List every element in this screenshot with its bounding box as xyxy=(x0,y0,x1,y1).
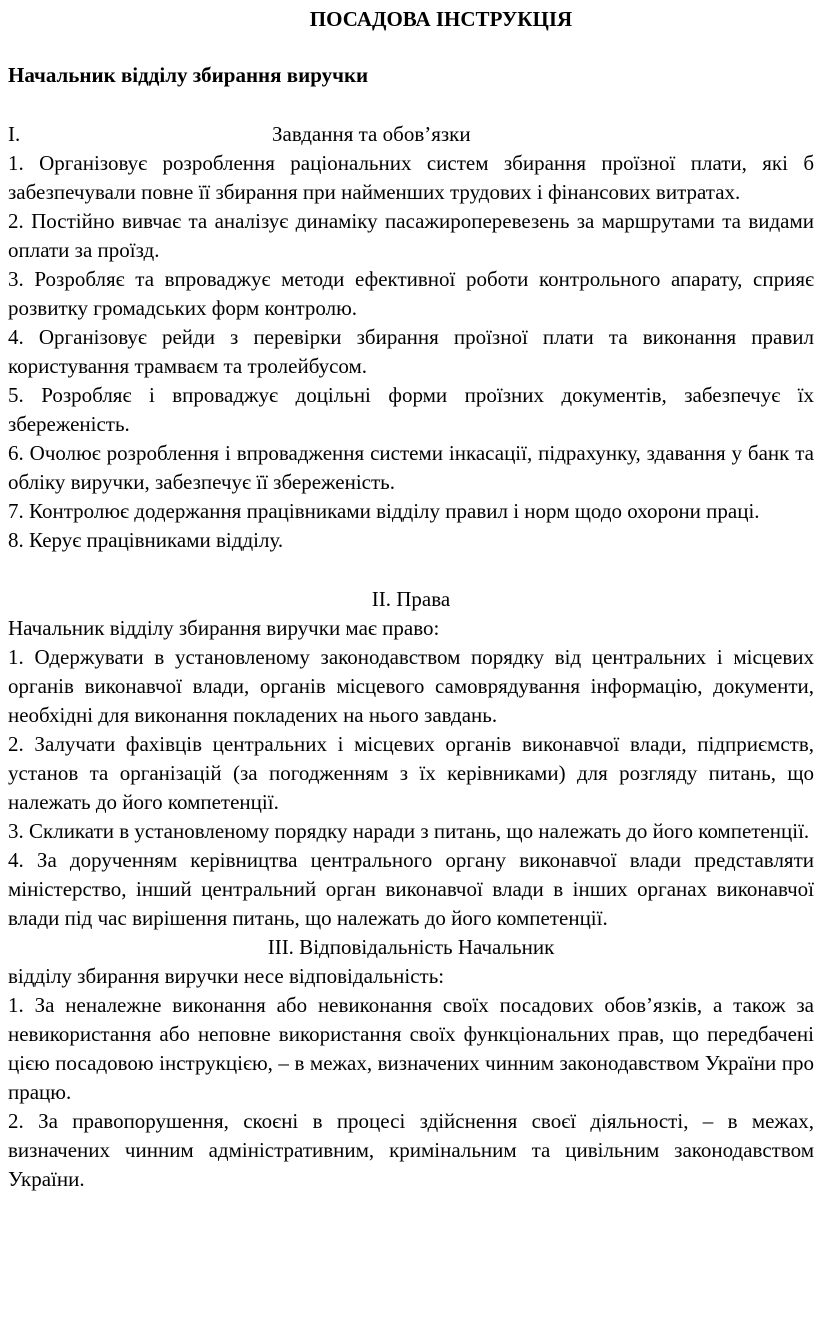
item-text: Контролює додержання працівниками відділу правил і норм щодо охорони праці. xyxy=(29,499,760,523)
item-text: Розробляє та впроваджує методи ефективної роботи контрольного апарату, сприяє розвитку громадських форм контролю. xyxy=(8,267,815,320)
list-item xyxy=(8,323,814,381)
item-number: 1. xyxy=(8,151,24,175)
item-text: Залучати фахівців центральних і місцевих органів виконавчої влади, підприємств, установ та організацій (за погодженням з їх керівниками) для розгляду питань, що належать до його компетенції. xyxy=(8,732,814,814)
list-item xyxy=(8,991,814,1107)
section-1-list xyxy=(8,149,814,555)
item-number: 3. xyxy=(8,267,24,291)
section-3-title: III. Відповідальність Начальник xyxy=(267,935,555,959)
section-3-intro: відділу збирання виручки несе відповідальність: xyxy=(8,964,445,988)
item-text: За неналежне виконання або невиконання своїх посадових обов’язків, а також за невикористання або неповне використання своїх функціональних прав, що передбачені цією посадовою інструкцією, – в межах, визначених чинним законодавством України про працю. xyxy=(8,993,814,1104)
section-2-intro: Начальник відділу збирання виручки має право: xyxy=(8,616,440,640)
document-page xyxy=(8,0,814,1194)
list-item xyxy=(8,497,814,526)
item-number: 1. xyxy=(8,993,24,1017)
list-item xyxy=(8,207,814,265)
list-item xyxy=(8,1107,814,1194)
item-text: Скликати в установленому порядку наради з питань, що належать до його компетенції. xyxy=(29,819,810,843)
section-2-title: II. Права xyxy=(371,587,451,611)
item-number: 4. xyxy=(8,325,24,349)
list-item xyxy=(8,846,814,933)
section-1-roman: I. xyxy=(8,122,21,146)
item-number: 7. xyxy=(8,499,24,523)
document-subtitle: Начальник відділу збирання виручки xyxy=(8,63,369,87)
item-text: Очолює розроблення і впровадження системи інкасації, підрахунку, здавання у банк та обліку виручки, забезпечує її збереженість. xyxy=(8,441,815,494)
list-item xyxy=(8,643,814,730)
item-text: Організовує розроблення раціональних систем збирання проїзної плати, які б забезпечували повне її збирання при найменших трудових і фінансових витратах. xyxy=(8,151,814,204)
item-text: За правопорушення, скоєні в процесі здійснення своєї діяльності, – в межах, визначених чинним адміністративним, кримінальним та цивільним законодавством України. xyxy=(8,1109,815,1191)
item-number: 5. xyxy=(8,383,24,407)
list-item xyxy=(8,439,814,497)
item-number: 6. xyxy=(8,441,24,465)
section-2-list xyxy=(8,643,814,933)
item-number: 8. xyxy=(8,528,24,552)
item-text: Постійно вивчає та аналізує динаміку пасажироперевезень за маршрутами та видами оплати за проїзд. xyxy=(8,209,815,262)
section-3-list xyxy=(8,991,814,1194)
item-text: За дорученням керівництва центрального органу виконавчої влади представляти міністерство, інший центральний орган виконавчої влади в інших органах виконавчої влади під час вирішення питань, що належать до його компетенції. xyxy=(8,848,814,930)
item-number: 4. xyxy=(8,848,24,872)
list-item xyxy=(8,526,814,555)
list-item xyxy=(8,149,814,207)
list-item xyxy=(8,265,814,323)
section-1-title: Завдання та обов’язки xyxy=(272,122,471,146)
item-text: Організовує рейди з перевірки збирання проїзної плати та виконання правил користування трамваєм та тролейбусом. xyxy=(8,325,814,378)
section-1-heading xyxy=(8,120,814,149)
item-number: 1. xyxy=(8,645,24,669)
list-item xyxy=(8,817,814,846)
item-text: Керує працівниками відділу. xyxy=(29,528,284,552)
item-text: Розробляє і впроваджує доцільні форми проїзних документів, забезпечує їх збереженість. xyxy=(8,383,815,436)
list-item xyxy=(8,381,814,439)
item-number: 2. xyxy=(8,209,24,233)
list-item xyxy=(8,730,814,817)
item-text: Одержувати в установленому законодавством порядку від центральних і місцевих органів виконавчої влади, органів місцевого самоврядування інформацію, документи, необхідні для виконання покладених на нього завдань. xyxy=(8,645,814,727)
item-number: 2. xyxy=(8,732,24,756)
item-number: 2. xyxy=(8,1109,24,1133)
document-title: ПОСАДОВА ІНСТРУКЦІЯ xyxy=(309,7,573,31)
item-number: 3. xyxy=(8,819,24,843)
